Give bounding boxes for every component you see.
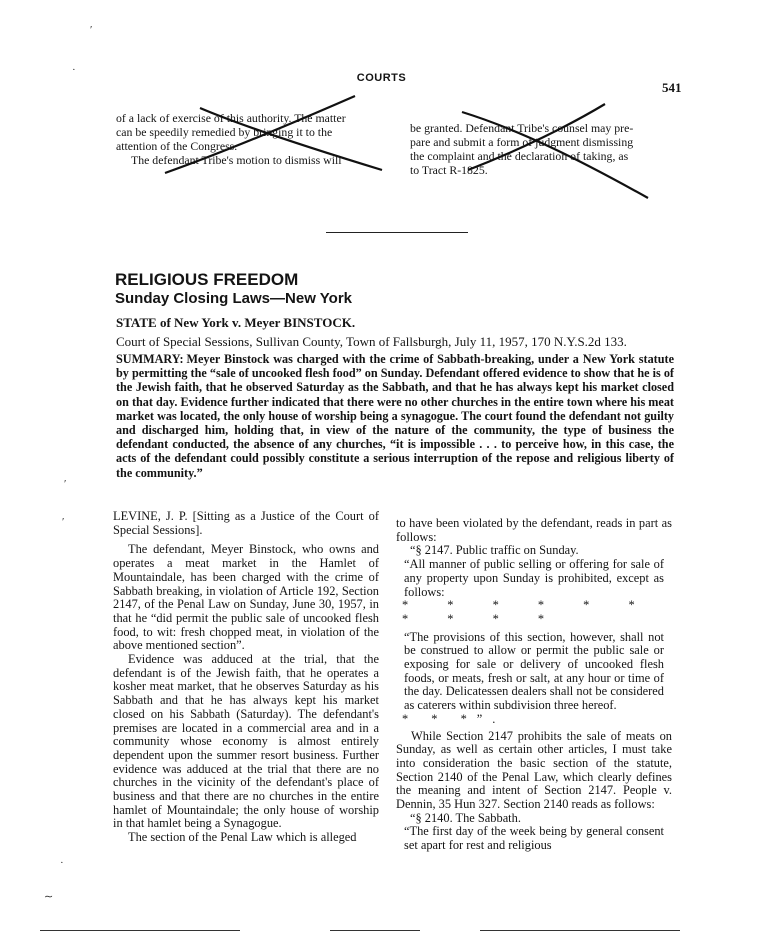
case-citation: Court of Special Sessions, Sullivan County, Town of Fallsburgh, July 11, 1957, 170 N.Y.S.2d 133. <box>116 334 627 349</box>
statute-heading: “§ 2140. The Sabbath. <box>410 810 521 825</box>
scan-edge-line <box>330 930 420 931</box>
section-divider <box>326 232 468 233</box>
paragraph: Evidence was adduced at the trial, that the defendant is of the Jewish faith, that he operates a kosher meat market, that he observes Saturday as his Sabbath and that he has always kept his market closed on his Sabbath (Saturday). The defendant's premises are located in a commercial area and in a community whose economy is almost entirely dependent upon the summer resort business. Further evidence was adduced at the trial that there are no churches in the vicinity of the defendant's place of business and that there are no churches in the entire hamlet of Mountaindale; the only house of worship in that hamlet being a Synagogue. <box>113 652 379 831</box>
section-title: RELIGIOUS FREEDOM <box>115 270 299 289</box>
case-title: STATE of New York v. Meyer BINSTOCK. <box>116 315 356 330</box>
fragment-line: attention of the Congress. <box>116 139 238 153</box>
omission-stars: * * * * * * * * * * <box>402 598 653 626</box>
fragment-line: of a lack of exercise of this authority. The matter <box>116 111 346 125</box>
scan-edge-line <box>40 930 240 931</box>
paragraph: The section of the Penal Law which is alleged <box>128 830 357 845</box>
paragraph: The defendant, Meyer Binstock, who owns and operates a meat market in the Hamlet of Mountaindale, has been charged with the crime of Sabbath breaking, in violation of Article 192, Section 2147, of the Penal Law on Sunday, June 30, 1957, in that he “did permit the public sale of uncooked flesh food, to wit: fresh chopped meat, in violation of the above mentioned section”. <box>113 542 379 653</box>
scan-speck: ′ <box>62 516 65 528</box>
scan-speck: · <box>72 64 76 76</box>
paragraph: to have been violated by the defendant, reads in part as follows: <box>396 516 672 544</box>
scan-edge-line <box>480 930 680 931</box>
omission-stars: * * *”. <box>402 711 506 726</box>
statute-text: “The first day of the week being by general consent set apart for rest and religious <box>404 824 664 853</box>
section-subtitle: Sunday Closing Laws—New York <box>115 290 352 307</box>
statute-proviso: “The provisions of this section, however, shall not be construed to allow or permit the public sale or exposing for sale or delivery of uncooked flesh foods, or meats, fresh or salt, at any hour or time of the day. Delicatessen dealers shall not be considered as caterers within subdivision three hereof. <box>404 629 664 713</box>
opinion-left-column <box>113 510 379 845</box>
scan-speck: · <box>60 857 64 869</box>
statute-heading: “§ 2147. Public traffic on Sunday. <box>410 543 579 558</box>
summary-label: SUMMARY: <box>116 352 184 366</box>
top-left-fragment <box>116 111 391 167</box>
top-right-fragment <box>410 121 685 177</box>
fragment-line: can be speedily remedied by bringing it to the <box>116 125 333 139</box>
fragment-line: The defendant Tribe's motion to dismiss will <box>131 153 342 167</box>
scan-speck: ′ <box>64 478 67 490</box>
fragment-line: pare and submit a form of judgment dismissing <box>410 135 634 149</box>
judge-line: LEVINE, J. P. [Sitting as a Justice of the Court of Special Sessions]. <box>113 509 379 537</box>
fragment-line: to Tract R-1825. <box>410 163 488 177</box>
statute-text: “All manner of public selling or offering for sale of any property upon Sunday is prohibited, except as follows: <box>404 557 664 599</box>
page-number: 541 <box>662 80 682 95</box>
running-head: COURTS <box>356 72 407 84</box>
case-summary <box>116 352 674 480</box>
scan-speck: ∼ <box>44 891 54 903</box>
opinion-right-column <box>396 517 672 853</box>
summary-text: Meyer Binstock was charged with the crime of Sabbath-breaking, under a New York statute by permitting the “sale of uncooked flesh food” on Sunday. Defendant offered evidence to show that he is of the Jewish faith, that he observed Saturday as the Sabbath, and that he has always kept his market closed on that day. Evidence further indicated that there were no other churches in the entire town where his meat market was located, the only house of worship being a synagogue. The court found the defendant not guilty and discharged him, holding that, in view of the nature of the community, the type of business the defendant conducted, the absence of any churches, “it is impossible . . . to perceive how, in this case, the acts of the defendant could possibly constitute a serious interruption of the repose and religious liberty of the community.” <box>116 352 674 480</box>
fragment-line: be granted. Defendant Tribe's counsel may pre- <box>410 121 634 135</box>
paragraph: While Section 2147 prohibits the sale of meats on Sunday, as well as certain other articles, I must take into consideration the basic section of the statute, Section 2140 of the Penal Law, which clearly defines the meaning and intent of Section 2147. People v. Dennin, 35 Hun 327. Section 2140 reads as follows: <box>396 728 672 812</box>
fragment-line: the complaint and the declaration of taking, as <box>410 149 629 163</box>
scan-speck: ′ <box>90 24 93 36</box>
